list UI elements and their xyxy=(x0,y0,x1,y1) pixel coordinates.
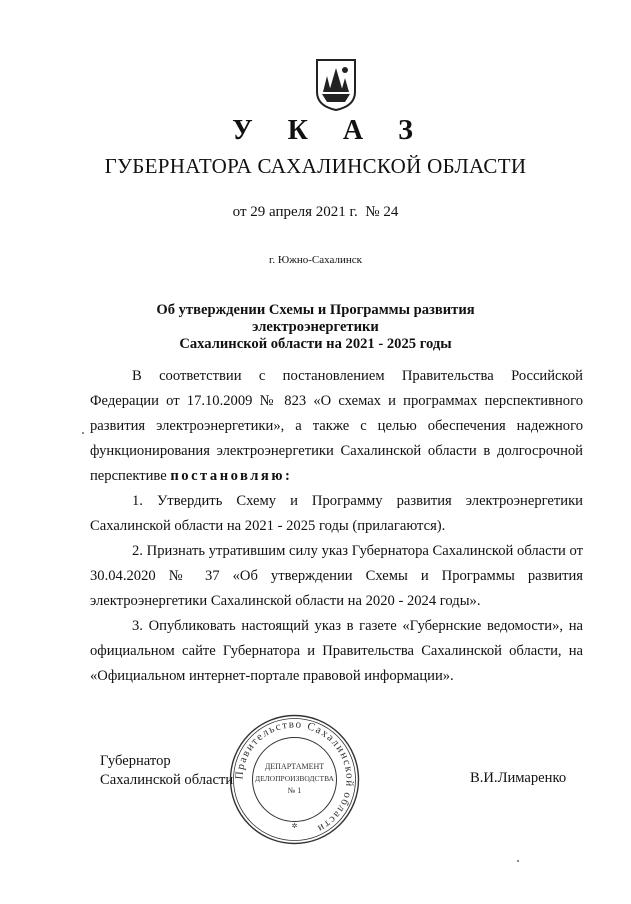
signer-title xyxy=(100,752,233,790)
heading-line-1: Об утверждении Схемы и Программы развития электроэнергетики xyxy=(156,302,475,335)
seal-line-3: № 1 xyxy=(287,786,302,795)
document-title: У К А З xyxy=(232,115,427,146)
signer-title-line-2: Сахалинской области xyxy=(100,772,234,788)
item-2-paragraph xyxy=(90,539,583,614)
seal-star-icon: ✲ xyxy=(291,822,298,830)
item-3-paragraph xyxy=(90,614,583,689)
city-line: г. Южно-Сахалинск xyxy=(269,254,362,266)
preamble-text: В соответствии с постановлением Правительства Российской Федерации от 17.10.2009 № 823 «О схемах и программах перспективного развития электроэнергетики», а также с целью обеспечения надежного функционирования электроэнергетики Сахалинской области в долгосрочной перспективе xyxy=(90,368,583,484)
signer-title-line-1: Губернатор xyxy=(100,753,171,769)
official-seal-stamp xyxy=(227,712,362,847)
preamble-paragraph xyxy=(90,364,583,489)
coat-of-arms-emblem xyxy=(315,58,357,112)
issuer-subtitle: ГУБЕРНАТОРА САХАЛИНСКОЙ ОБЛАСТИ xyxy=(104,154,527,178)
signer-name: В.И.Лимаренко xyxy=(470,770,567,786)
seal-ring-text: Правительство Сахалинской области xyxy=(233,718,356,836)
date-and-number: от 29 апреля 2021 г. № 24 xyxy=(232,204,399,220)
seal-line-2: ДЕЛОПРОИЗВОДСТВА xyxy=(254,774,335,783)
decree-heading xyxy=(100,302,531,353)
decree-word: постановляю: xyxy=(170,468,293,484)
scan-speck xyxy=(82,432,84,434)
item-2-text: 2. Признать утратившим силу указ Губернатора Сахалинской области от 30.04.2020 № 37 «Об утверждении Схемы и Программы развития электроэнергетики Сахалинской области на 2020 - 2024 годы». xyxy=(90,543,583,609)
scan-speck xyxy=(517,860,519,862)
seal-line-1: ДЕПАРТАМЕНТ xyxy=(264,762,325,771)
item-1-paragraph xyxy=(90,489,583,539)
decree-body xyxy=(90,364,583,689)
item-3-text: 3. Опубликовать настоящий указ в газете «Губернские ведомости», на официальном сайте Губернатора и Правительства Сахалинской области, на «Официальном интернет-портале правовой информации». xyxy=(90,618,583,684)
heading-line-2: Сахалинской области на 2021 - 2025 годы xyxy=(179,336,452,352)
item-1-text: 1. Утвердить Схему и Программу развития электроэнергетики Сахалинской области на 2021 - 2025 годы (прилагаются). xyxy=(90,493,583,534)
